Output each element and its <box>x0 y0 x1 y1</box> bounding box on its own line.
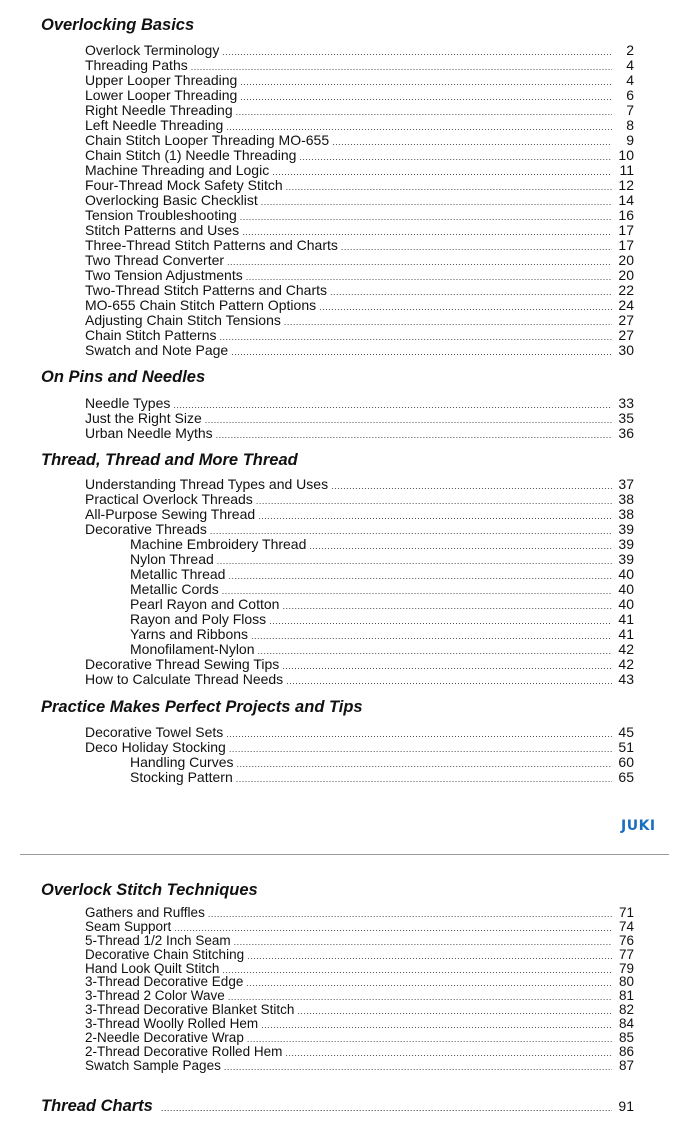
toc-list <box>0 906 690 1073</box>
page-number: 17 <box>618 222 634 238</box>
dot-leader <box>236 772 612 787</box>
toc-entry[interactable] <box>0 88 690 103</box>
entry-title: Yarns and Ribbons <box>130 626 249 642</box>
page-number: 79 <box>618 960 634 976</box>
entry-title: 3-Thread Decorative Edge <box>85 974 244 990</box>
entry-title: Hand Look Quilt Stitch <box>85 960 220 976</box>
page-number: 51 <box>618 739 634 755</box>
toc-entry[interactable] <box>0 73 690 88</box>
toc-entry[interactable] <box>0 343 690 358</box>
toc-entry[interactable] <box>0 567 690 582</box>
page-number: 33 <box>618 395 634 411</box>
toc-entry[interactable] <box>0 43 690 58</box>
entry-title: Decorative Threads <box>85 521 207 537</box>
entry-title: Machine Threading and Logic <box>85 162 270 178</box>
page-number: 71 <box>618 905 634 920</box>
toc-entry[interactable] <box>0 975 690 989</box>
entry-title: Pearl Rayon and Cotton <box>130 596 280 612</box>
toc-entry[interactable] <box>0 537 690 552</box>
entry-title: Tension Troubleshooting <box>85 207 237 223</box>
page-number: 87 <box>618 1057 634 1073</box>
page-divider <box>20 854 669 855</box>
entry-title: Chain Stitch Patterns <box>85 327 217 343</box>
toc-entry[interactable] <box>0 58 690 73</box>
page-number: 43 <box>618 671 634 687</box>
page-number: 7 <box>626 102 634 118</box>
toc-entry[interactable] <box>0 1031 690 1045</box>
toc-entry[interactable] <box>0 740 690 755</box>
page-number: 2 <box>626 42 634 58</box>
page-number: 35 <box>618 410 634 426</box>
page-number: 41 <box>618 611 634 627</box>
page-number: 74 <box>618 918 634 934</box>
toc-entry[interactable] <box>0 672 690 687</box>
toc-entry-content <box>85 343 634 360</box>
entry-title: Four-Thread Mock Safety Stitch <box>85 177 283 193</box>
page-number: 42 <box>618 641 634 657</box>
toc-entry[interactable] <box>0 522 690 537</box>
toc-list <box>0 43 690 358</box>
toc-entry[interactable] <box>0 906 690 920</box>
entry-title: Metallic Cords <box>130 581 219 597</box>
page-number: 39 <box>618 551 634 567</box>
toc-entry[interactable] <box>0 770 690 785</box>
page-number: 39 <box>618 521 634 537</box>
toc-entry[interactable] <box>0 1045 690 1059</box>
toc-entry[interactable] <box>0 492 690 507</box>
toc-entry[interactable] <box>0 283 690 298</box>
entry-title: Threading Paths <box>85 57 188 73</box>
page-number: 6 <box>626 87 634 103</box>
toc-entry[interactable] <box>0 103 690 118</box>
page-number: 80 <box>618 974 634 990</box>
entry-title: Urban Needle Myths <box>85 425 213 441</box>
entry-title: Lower Looper Threading <box>85 87 238 103</box>
toc-entry[interactable] <box>0 313 690 328</box>
entry-title: Overlocking Basic Checklist <box>85 192 258 208</box>
entry-title: Upper Looper Threading <box>85 72 238 88</box>
dot-leader <box>161 1103 612 1113</box>
dot-leader <box>286 674 612 689</box>
toc-entry-content <box>85 426 634 443</box>
page-number: 45 <box>618 724 634 740</box>
toc-entry[interactable] <box>0 962 690 976</box>
toc-entry[interactable] <box>0 552 690 567</box>
page-number: 27 <box>618 327 634 343</box>
entry-title: Metallic Thread <box>130 566 226 582</box>
page-number: 17 <box>618 237 634 253</box>
entry-title: Adjusting Chain Stitch Tensions <box>85 312 281 328</box>
entry-title: All-Purpose Sewing Thread <box>85 506 256 522</box>
toc-entry[interactable] <box>0 223 690 238</box>
page-number: 91 <box>618 1098 634 1114</box>
toc-entry-thread-charts[interactable] <box>41 1097 634 1116</box>
entry-title: Overlock Terminology <box>85 42 220 58</box>
page-number: 86 <box>618 1043 634 1059</box>
page-number: 9 <box>626 132 634 148</box>
toc-entry[interactable] <box>0 148 690 163</box>
page-number: 40 <box>618 596 634 612</box>
toc-entry[interactable] <box>0 163 690 178</box>
entry-title: Chain Stitch (1) Needle Threading <box>85 147 297 163</box>
entry-title: Stocking Pattern <box>130 769 233 785</box>
toc-entry[interactable] <box>0 298 690 313</box>
toc-entry[interactable] <box>0 1017 690 1031</box>
entry-title: Three-Thread Stitch Patterns and Charts <box>85 237 338 253</box>
entry-title: 2-Needle Decorative Wrap <box>85 1030 244 1046</box>
page-number: 27 <box>618 312 634 328</box>
page-number: 37 <box>618 476 634 492</box>
page-number: 40 <box>618 566 634 582</box>
toc-entry[interactable] <box>0 1059 690 1073</box>
entry-title: 3-Thread Decorative Blanket Stitch <box>85 1002 295 1018</box>
section-heading: Practice Makes Perfect Projects and Tips <box>41 698 363 716</box>
toc-entry[interactable] <box>0 582 690 597</box>
toc-entry[interactable] <box>0 989 690 1003</box>
page-number: 39 <box>618 536 634 552</box>
page-number: 4 <box>626 72 634 88</box>
entry-title: Seam Support <box>85 918 172 934</box>
page-number: 84 <box>618 1016 634 1032</box>
entry-title: Handling Curves <box>130 754 234 770</box>
page-number: 38 <box>618 506 634 522</box>
entry-title: Decorative Thread Sewing Tips <box>85 656 280 672</box>
toc-entry[interactable] <box>0 1003 690 1017</box>
toc-entry[interactable] <box>0 920 690 934</box>
entry-title: Understanding Thread Types and Uses <box>85 476 329 492</box>
toc-entry[interactable] <box>0 238 690 253</box>
toc-entry[interactable] <box>0 253 690 268</box>
page-number: 60 <box>618 754 634 770</box>
toc-entry[interactable] <box>0 328 690 343</box>
toc-entry-content <box>85 672 634 689</box>
entry-title: Deco Holiday Stocking <box>85 739 226 755</box>
page-number: 24 <box>618 297 634 313</box>
section-heading: Overlock Stitch Techniques <box>41 881 258 899</box>
entry-title: Just the Right Size <box>85 410 202 426</box>
entry-title: Monofilament-Nylon <box>130 641 255 657</box>
toc-entry-content <box>85 1059 634 1075</box>
page-number: 81 <box>618 988 634 1004</box>
toc-entry[interactable] <box>0 426 690 441</box>
entry-title: Needle Types <box>85 395 171 411</box>
juki-logo: JUKI <box>621 818 656 834</box>
entry-title: Swatch Sample Pages <box>85 1057 221 1073</box>
entry-title: 5-Thread 1/2 Inch Seam <box>85 932 231 948</box>
toc-list <box>0 477 690 687</box>
toc-entry[interactable] <box>0 208 690 223</box>
section-heading: Thread Charts <box>41 1097 153 1115</box>
toc-entry[interactable] <box>0 268 690 283</box>
entry-title: How to Calculate Thread Needs <box>85 671 284 687</box>
entry-title: Left Needle Threading <box>85 117 224 133</box>
entry-title: Nylon Thread <box>130 551 214 567</box>
page-number: 20 <box>618 267 634 283</box>
toc-entry-content <box>130 770 634 787</box>
entry-title: Rayon and Poly Floss <box>130 611 267 627</box>
page-number: 4 <box>626 57 634 73</box>
page-number: 76 <box>618 932 634 948</box>
dot-leader <box>231 345 612 360</box>
toc-entry[interactable] <box>0 657 690 672</box>
section-heading: On Pins and Needles <box>41 368 206 386</box>
toc-entry[interactable] <box>0 612 690 627</box>
section-heading: Overlocking Basics <box>41 16 195 34</box>
page-number: 85 <box>618 1030 634 1046</box>
toc-entry[interactable] <box>0 178 690 193</box>
page-number: 11 <box>619 162 634 178</box>
toc-entry[interactable] <box>0 934 690 948</box>
toc-entry[interactable] <box>0 642 690 657</box>
entry-title: MO-655 Chain Stitch Pattern Options <box>85 297 317 313</box>
toc-entry[interactable] <box>0 477 690 492</box>
page-number: 42 <box>618 656 634 672</box>
toc-list <box>0 725 690 785</box>
entry-title: Practical Overlock Threads <box>85 491 253 507</box>
entry-title: Two Thread Converter <box>85 252 225 268</box>
entry-title: Chain Stitch Looper Threading MO-655 <box>85 132 330 148</box>
section-heading: Thread, Thread and More Thread <box>41 451 298 469</box>
page-number: 41 <box>618 626 634 642</box>
toc-entry[interactable] <box>0 193 690 208</box>
toc-entry[interactable] <box>0 133 690 148</box>
toc-list <box>0 396 690 441</box>
page-number: 22 <box>618 282 634 298</box>
page-number: 20 <box>618 252 634 268</box>
toc-entry[interactable] <box>0 627 690 642</box>
entry-title: Gathers and Ruffles <box>85 905 205 920</box>
entry-title: 3-Thread 2 Color Wave <box>85 988 225 1004</box>
entry-title: 3-Thread Woolly Rolled Hem <box>85 1016 259 1032</box>
toc-entry[interactable] <box>0 411 690 426</box>
entry-title: Swatch and Note Page <box>85 342 229 358</box>
toc-entry[interactable] <box>0 755 690 770</box>
entry-title: Machine Embroidery Thread <box>130 536 307 552</box>
entry-title: Two Tension Adjustments <box>85 267 243 283</box>
entry-title: Decorative Chain Stitching <box>85 946 245 962</box>
toc-entry[interactable] <box>0 396 690 411</box>
toc-entry[interactable] <box>0 507 690 522</box>
toc-entry[interactable] <box>0 948 690 962</box>
entry-title: Two-Thread Stitch Patterns and Charts <box>85 282 327 298</box>
page-number: 65 <box>618 769 634 785</box>
page-number: 82 <box>618 1002 634 1018</box>
page-number: 12 <box>618 177 634 193</box>
entry-title: 2-Thread Decorative Rolled Hem <box>85 1043 283 1059</box>
entry-title: Decorative Towel Sets <box>85 724 224 740</box>
page-number: 16 <box>618 207 634 223</box>
toc-entry[interactable] <box>0 725 690 740</box>
page-number: 40 <box>618 581 634 597</box>
page-number: 8 <box>626 117 634 133</box>
dot-leader <box>224 1061 612 1075</box>
toc-entry[interactable] <box>0 118 690 133</box>
page-number: 30 <box>618 342 634 358</box>
page-number: 38 <box>618 491 634 507</box>
page-number: 14 <box>618 192 634 208</box>
dot-leader <box>216 428 612 443</box>
toc-entry[interactable] <box>0 597 690 612</box>
entry-title: Stitch Patterns and Uses <box>85 222 240 238</box>
page-number: 36 <box>618 425 634 441</box>
page-number: 10 <box>618 147 634 163</box>
page-number: 77 <box>618 946 634 962</box>
entry-title: Right Needle Threading <box>85 102 233 118</box>
